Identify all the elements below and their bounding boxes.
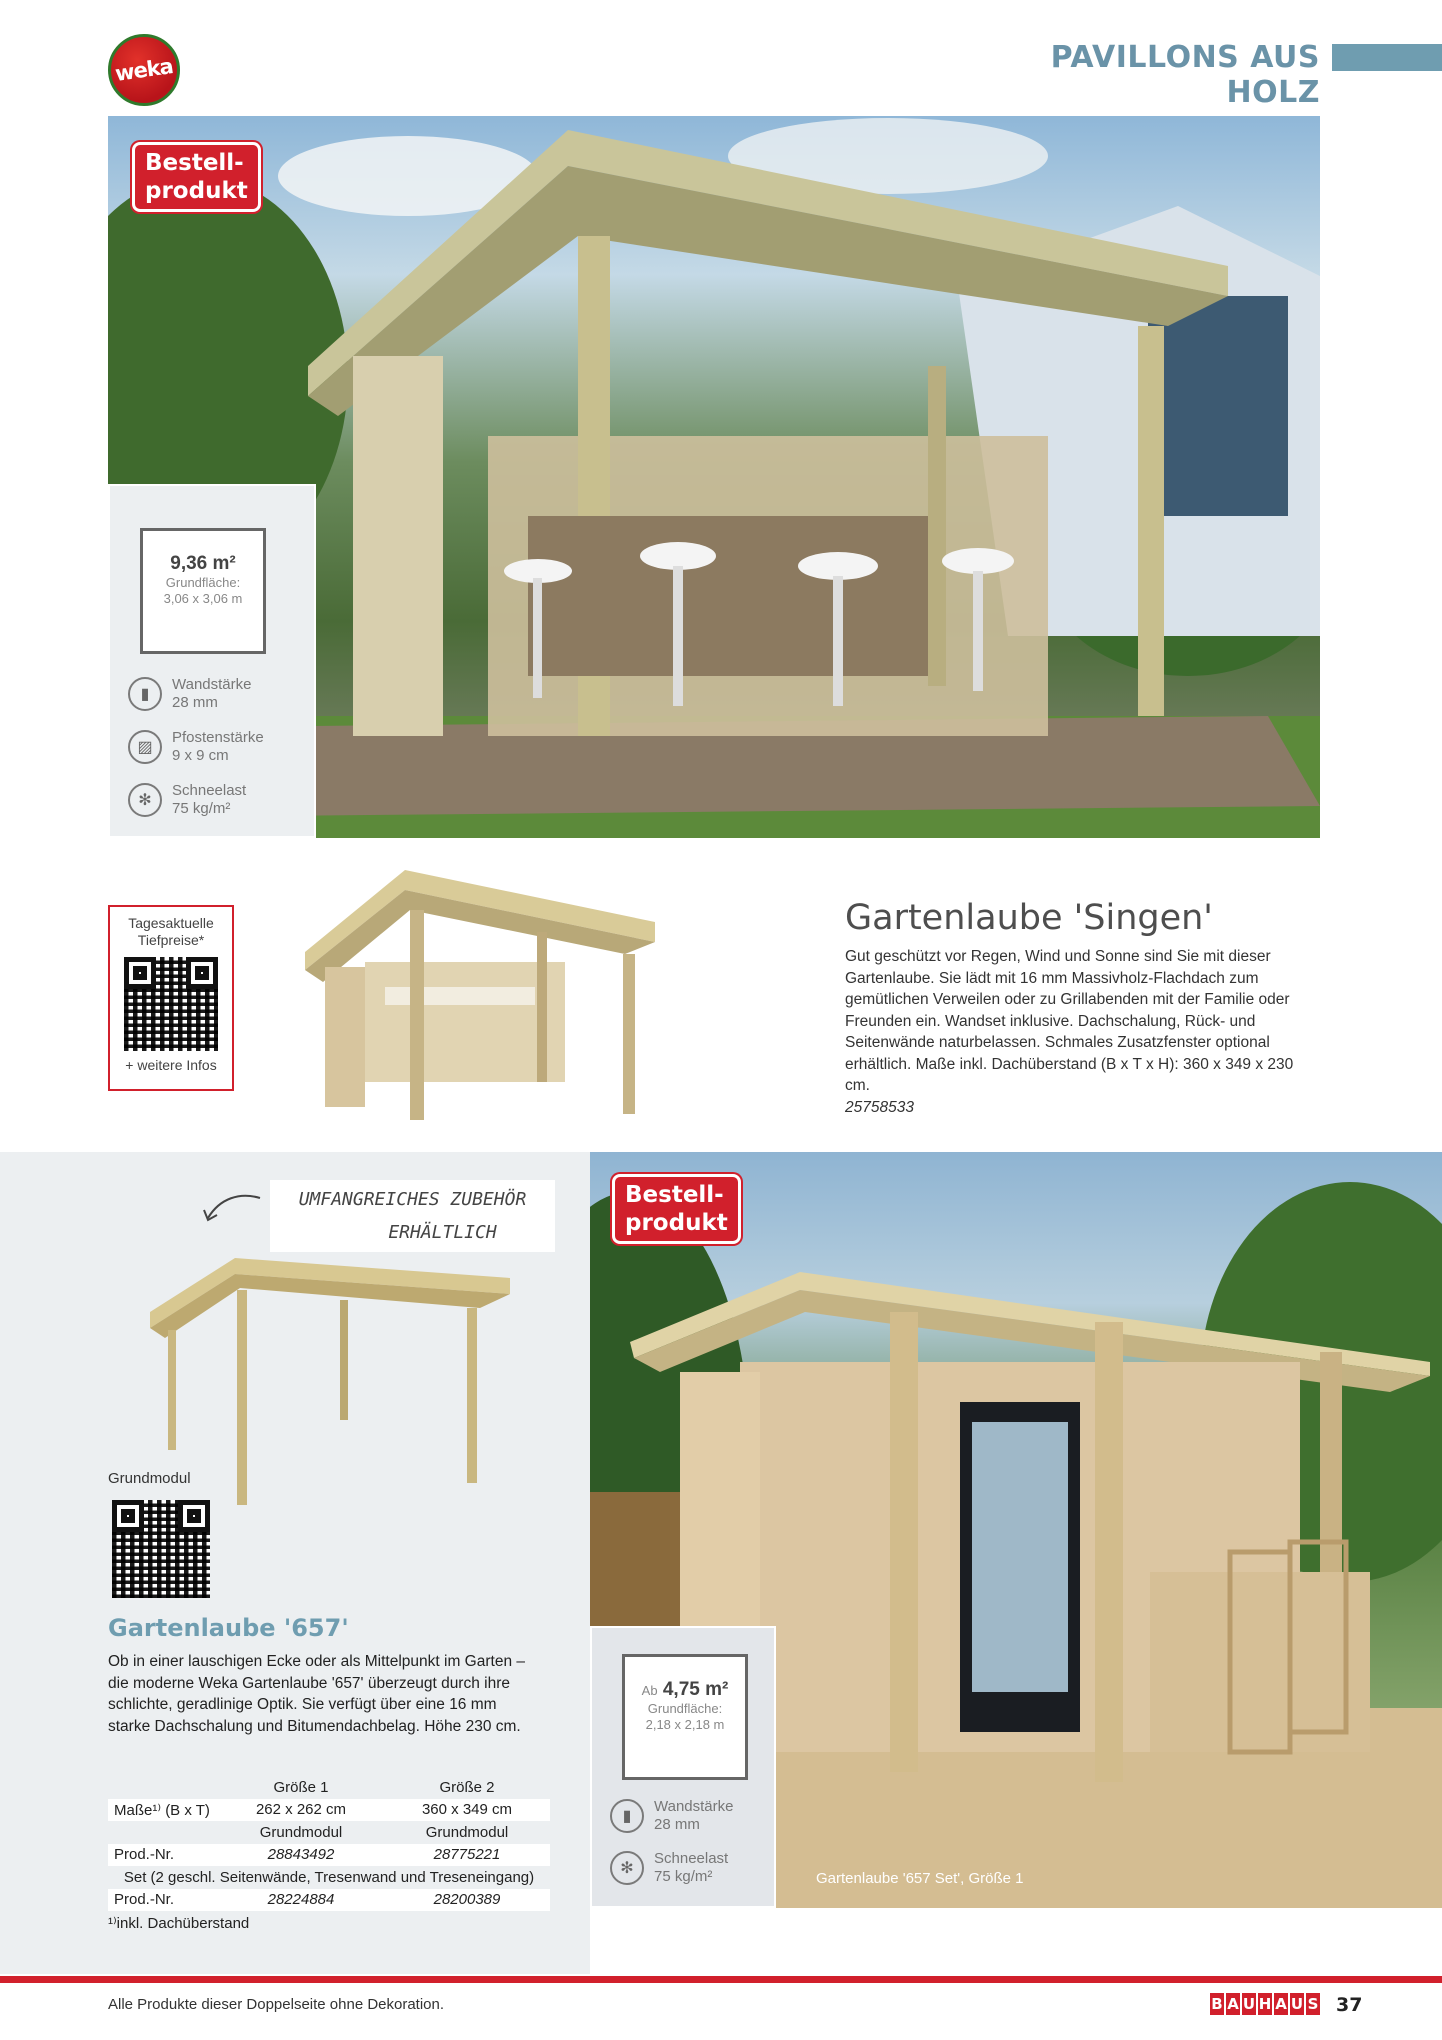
table-cell: 28843492 xyxy=(218,1844,384,1867)
qr-code-icon[interactable] xyxy=(124,957,218,1051)
g657-description: Ob in einer lauschigen Ecke oder als Mittelpunkt im Garten – die moderne Weka Gartenlaube '657' überzeugt durch ihre schlichte, geradlinige Optik. Sie verfügt über eine 16 mm starke Dachschalung und Bitumendachbelag. Höhe 230 cm. xyxy=(108,1653,525,1735)
logo-text: weka xyxy=(113,54,175,86)
bauhaus-logo xyxy=(1210,1993,1320,2015)
table-header-size2: Größe 2 xyxy=(439,1778,495,1796)
snowflake-icon: ✻ xyxy=(610,1851,644,1885)
floor-plan-icon xyxy=(622,1654,748,1780)
footer-divider xyxy=(0,1976,1442,1983)
badge-line-1: Bestell- xyxy=(625,1182,724,1208)
weka-logo xyxy=(108,34,180,106)
table-header-size1: Größe 1 xyxy=(273,1778,329,1796)
spec-wall-value: 28 mm xyxy=(654,1816,700,1833)
table-cell: 28200389 xyxy=(384,1889,550,1912)
table-cell: 28224884 xyxy=(218,1889,384,1912)
qr-caption-line-1: Tagesaktuelle xyxy=(128,915,214,931)
spec-table xyxy=(108,1776,550,1911)
spec-wall xyxy=(610,1798,733,1834)
table-row xyxy=(108,1866,550,1889)
singen-article-number: 25758533 xyxy=(845,1098,914,1116)
table-cell: 28775221 xyxy=(384,1844,550,1867)
spec-post xyxy=(128,729,264,765)
spec-snow-label: Schneelast xyxy=(172,782,247,799)
wall-thickness-icon: ▮ xyxy=(128,677,162,711)
spec-wall-label: Wandstärke xyxy=(654,1798,734,1815)
brand-letter: H xyxy=(1258,1995,1272,2013)
qr-code-box[interactable] xyxy=(108,905,234,1091)
singen-product-illustration xyxy=(305,862,665,1122)
header-accent-bar xyxy=(1332,44,1442,71)
footer-note: Alle Produkte dieser Doppelseite ohne Dekoration. xyxy=(108,1996,445,2013)
brand-letter: U xyxy=(1242,1995,1256,2013)
grundmodul-label: Grundmodul xyxy=(108,1470,191,1487)
table-cell: Prod.-Nr. xyxy=(108,1889,218,1912)
badge-line-2: produkt xyxy=(145,178,248,204)
brand-letter: A xyxy=(1275,1995,1287,2013)
table-cell: Prod.-Nr. xyxy=(108,1844,218,1867)
table-cell: Grundmodul xyxy=(259,1823,343,1841)
brand-letter: S xyxy=(1307,1995,1319,2013)
spec-post-label: Pfostenstärke xyxy=(172,729,264,746)
spec-snow xyxy=(610,1850,728,1886)
post-thickness-icon: ▨ xyxy=(128,730,162,764)
singen-body: Gut geschützt vor Regen, Wind und Sonne sind Sie mit dieser Gartenlaube. Sie lädt mit 16 mm Massivholz-Flachdach zum gemütlichen Verweilen oder zu Grillabenden mit der Familie oder Freunden ein. Wandset inklusive. Dachschalung, Rück- und Seitenwände naturbelassen. Schmales Zusatzfenster optional erhältlich. Maße inkl. Dachüberstand (B x T x H): 360 x 349 x 230 cm. xyxy=(845,948,1294,1094)
singen-title: Gartenlaube 'Singen' xyxy=(845,898,1213,938)
snowflake-icon: ✻ xyxy=(128,783,162,817)
wall-thickness-icon: ▮ xyxy=(610,1799,644,1833)
table-cell: 360 x 349 cm xyxy=(384,1799,550,1822)
photo-caption: Gartenlaube '657 Set', Größe 1 xyxy=(816,1870,1024,1887)
spec-area-dims: 2,18 x 2,18 m xyxy=(645,1717,725,1732)
brand-letter: U xyxy=(1290,1995,1304,2013)
spec-snow xyxy=(128,782,246,818)
page-section-title: PAVILLONS AUS HOLZ xyxy=(1050,40,1320,110)
spec-snow-label: Schneelast xyxy=(654,1850,729,1867)
spec-post-value: 9 x 9 cm xyxy=(172,747,229,764)
qr-caption-line-2: Tiefpreise* xyxy=(137,932,205,948)
spec-box-657 xyxy=(590,1626,776,1908)
grundmodul-illustration xyxy=(140,1250,520,1515)
table-row xyxy=(108,1821,550,1844)
spec-area-line xyxy=(625,1679,745,1701)
spec-area-label: Grundfläche: xyxy=(647,1701,723,1716)
table-cell: Maße¹⁾ (B x T) xyxy=(108,1799,218,1822)
badge-line-1: Bestell- xyxy=(145,150,244,176)
table-cell: Grundmodul xyxy=(425,1823,509,1841)
g657-title: Gartenlaube '657' xyxy=(108,1614,349,1642)
table-row xyxy=(108,1776,550,1799)
curved-arrow-icon xyxy=(200,1190,264,1226)
qr-code-icon[interactable] xyxy=(112,1500,210,1598)
table-row xyxy=(108,1889,550,1912)
spec-wall xyxy=(128,676,251,712)
spec-snow-value: 75 kg/m² xyxy=(172,800,231,817)
spec-box-singen xyxy=(108,484,316,838)
spec-wall-label: Wandstärke xyxy=(172,676,252,693)
table-cell: 262 x 262 cm xyxy=(218,1799,384,1822)
badge-line-2: produkt xyxy=(625,1210,728,1236)
qr-more-info[interactable]: + weitere Infos xyxy=(125,1057,217,1073)
accessory-note-line-2: ERHÄLTLICH xyxy=(388,1222,497,1243)
table-cell: Set (2 geschl. Seitenwände, Tresenwand und Treseneingang) xyxy=(123,1868,535,1886)
bestellprodukt-badge xyxy=(612,1174,741,1244)
spec-area: 9,36 m² xyxy=(170,553,236,574)
accessory-note-line-1: UMFANGREICHES ZUBEHÖR xyxy=(298,1189,527,1210)
singen-description xyxy=(845,946,1315,1118)
brand-letter: A xyxy=(1227,1995,1239,2013)
accessory-note xyxy=(270,1180,555,1252)
table-row xyxy=(108,1844,550,1867)
spec-area-prefix: Ab xyxy=(641,1683,658,1698)
spec-area: 4,75 m² xyxy=(662,1679,729,1700)
table-row xyxy=(108,1799,550,1822)
page-number: 37 xyxy=(1336,1994,1363,2016)
spec-area-dims: 3,06 x 3,06 m xyxy=(163,591,243,606)
spec-snow-value: 75 kg/m² xyxy=(654,1868,713,1885)
floor-plan-icon xyxy=(140,528,266,654)
spec-wall-value: 28 mm xyxy=(172,694,218,711)
brand-letter: B xyxy=(1211,1995,1223,2013)
footnote: ¹⁾inkl. Dachüberstand xyxy=(108,1915,250,1932)
bestellprodukt-badge xyxy=(132,142,261,212)
spec-area-label: Grundfläche: xyxy=(165,575,241,590)
